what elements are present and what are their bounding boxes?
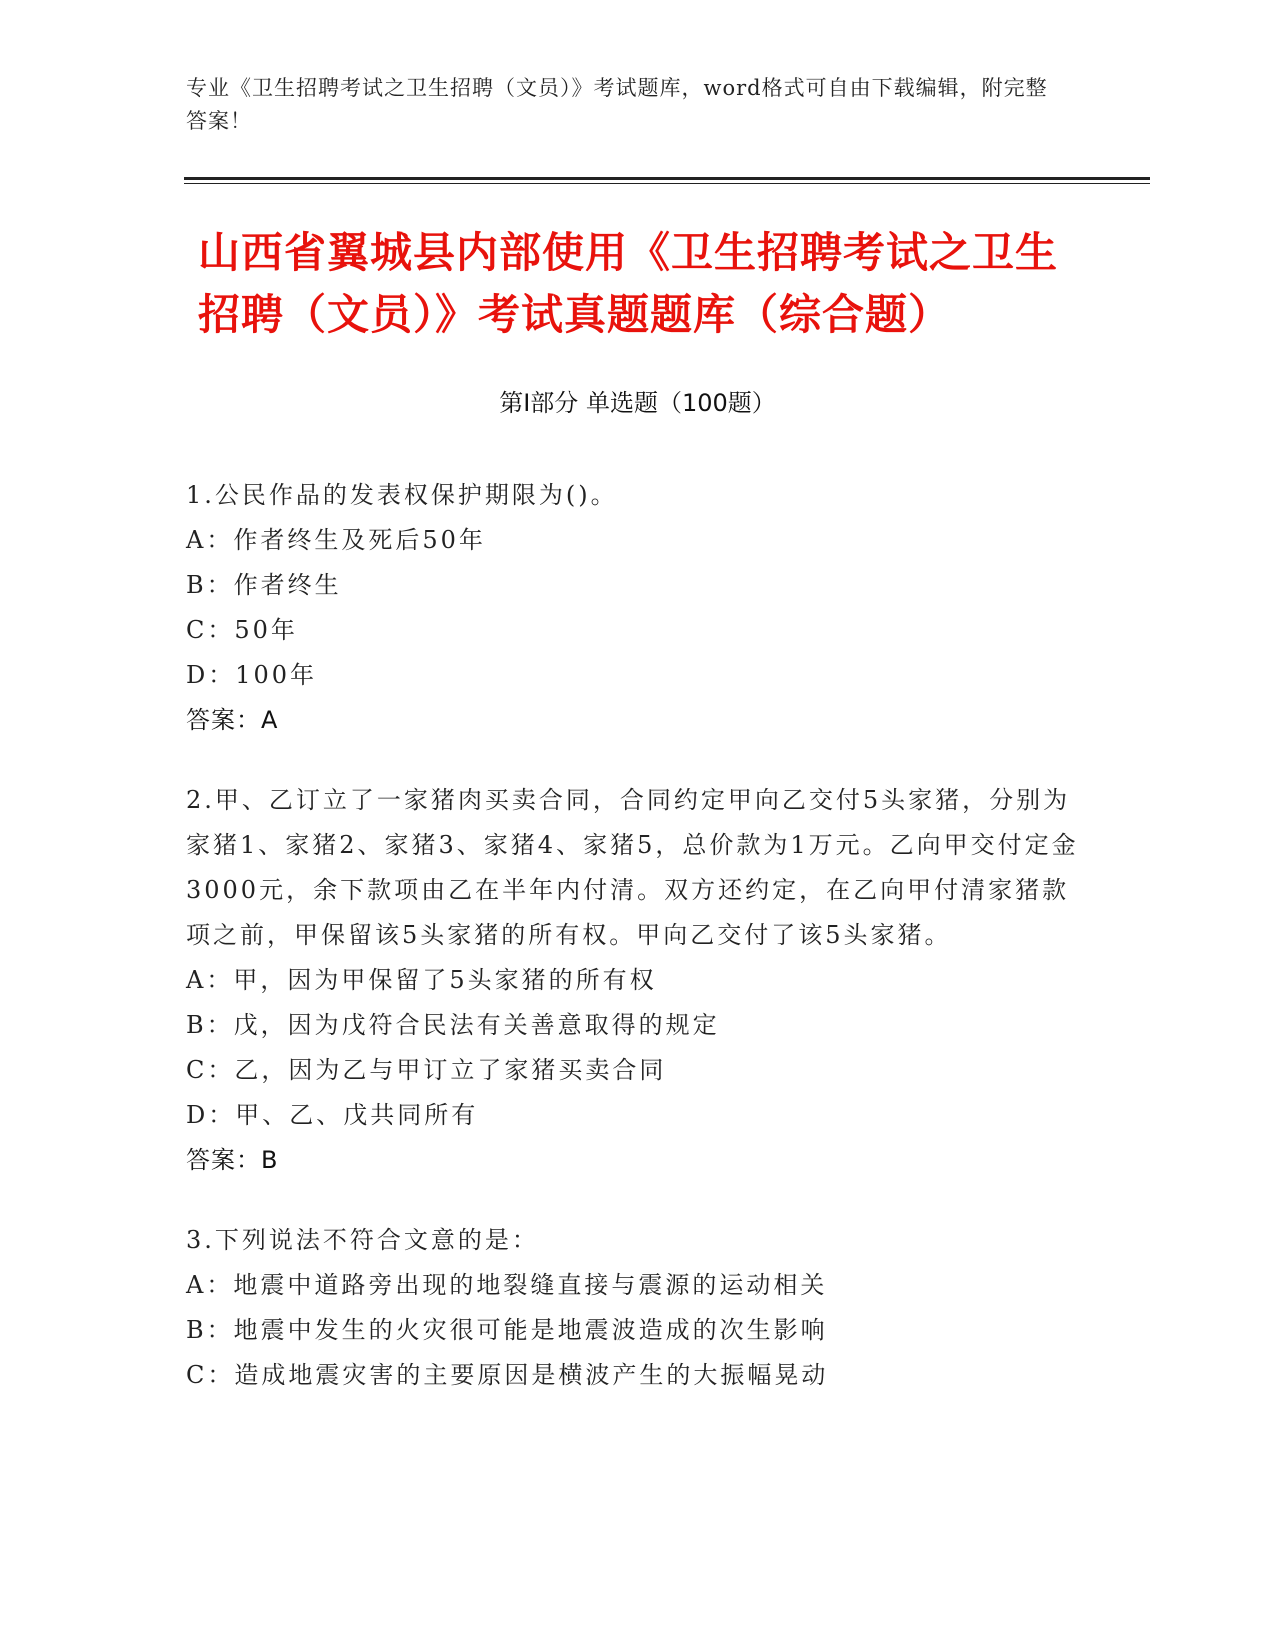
option-b: B：地震中发生的火灾很可能是地震波造成的次生影响 (186, 1316, 828, 1344)
header-divider-thin (184, 183, 1150, 184)
header-divider-thick (184, 177, 1150, 180)
option-d: D：100年 (186, 661, 318, 689)
option-b: B：戊，因为戊符合民法有关善意取得的规定 (186, 1011, 720, 1039)
document-title: 山西省翼城县内部使用《卫生招聘考试之卫生招聘（文员）》考试真题题库（综合题） (198, 228, 1059, 339)
option-a: A：甲，因为甲保留了5头家猪的所有权 (186, 966, 657, 994)
question-stem: 2.甲、乙订立了一家猪肉买卖合同，合同约定甲向乙交付5头家猪，分别为家猪1、家猪2、家猪3、家猪4、家猪5，总价款为1万元。乙向甲交付定金3000元，余下款项由乙在半年内付清。双方还约定，在乙向甲付清家猪款项之前，甲保留该5头家猪的所有权。甲向乙交付了该5头家猪。 (186, 786, 1079, 949)
option-c: C：乙，因为乙与甲订立了家猪买卖合同 (186, 1056, 667, 1084)
question-3 (186, 1218, 1086, 1398)
option-c: C：造成地震灾害的主要原因是横波产生的大振幅晃动 (186, 1361, 829, 1389)
question-stem: 3.下列说法不符合文意的是： (186, 1226, 539, 1254)
question-1 (186, 473, 1086, 743)
question-stem: 1.公民作品的发表权保护期限为()。 (186, 481, 618, 509)
section-title: 第Ⅰ部分 单选题（100题） (499, 389, 776, 417)
answer: 答案：A (186, 706, 279, 734)
header-note: 专业《卫生招聘考试之卫生招聘（文员）》考试题库，word格式可自由下载编辑，附完整答案！ (186, 76, 1048, 133)
option-a: A：地震中道路旁出现的地裂缝直接与震源的运动相关 (186, 1271, 828, 1299)
answer: 答案：B (186, 1146, 279, 1174)
option-b: B：作者终生 (186, 571, 342, 599)
option-d: D：甲、乙、戊共同所有 (186, 1101, 479, 1129)
option-a: A：作者终生及死后50年 (186, 526, 486, 554)
option-c: C：50年 (186, 616, 298, 644)
question-list (186, 473, 1086, 1433)
question-2 (186, 778, 1086, 1183)
